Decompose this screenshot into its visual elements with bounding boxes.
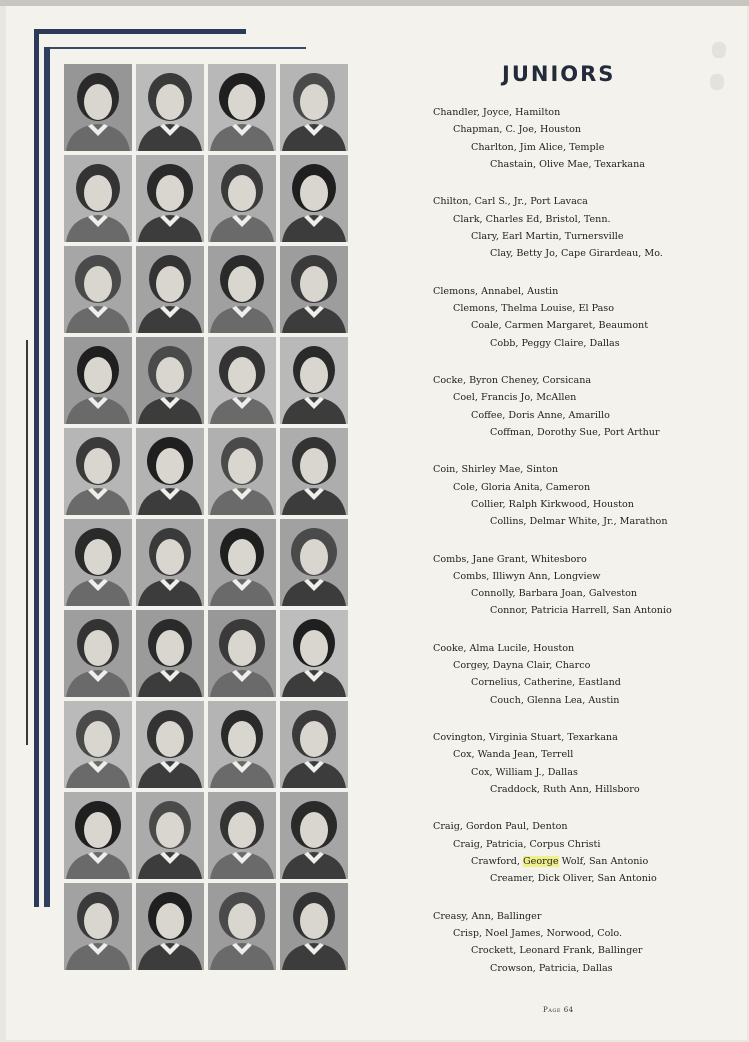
- student-name-entry: Crisp, Noel James, Norwood, Colo.: [453, 928, 623, 939]
- student-name-entry: Chastain, Olive Mae, Texarkana: [490, 158, 646, 170]
- student-name-entry: Cornelius, Catherine, Eastland: [471, 677, 621, 689]
- student-name-entry: Cocke, Byron Cheney, Corsicana: [433, 374, 592, 386]
- student-name-entry: Coel, Francis Jo, McAllen: [453, 392, 577, 404]
- student-name-entry: Cox, Wanda Jean, Terrell: [453, 749, 574, 761]
- student-name-entry: Creamer, Dick Oliver, San Antonio: [490, 873, 657, 885]
- student-name-entry: Clary, Earl Martin, Turnersville: [471, 230, 624, 242]
- student-name-entry: Craig, Gordon Paul, Denton: [433, 821, 568, 833]
- student-name-entry: Cox, William J., Dallas: [471, 766, 578, 778]
- student-name-entry: Craig, Patricia, Corpus Christi: [453, 838, 601, 850]
- student-name-entry: Couch, Glenna Lea, Austin: [490, 694, 620, 706]
- student-name-entry: Clark, Charles Ed, Bristol, Tenn.: [453, 213, 611, 225]
- student-name-entry: Chapman, C. Joe, Houston: [453, 124, 582, 136]
- student-name-entry: Coin, Shirley Mae, Sinton: [433, 464, 559, 476]
- student-name-entry: Craddock, Ruth Ann, Hillsboro: [490, 784, 640, 795]
- student-name-entry: Crockett, Leonard Frank, Ballinger: [471, 945, 643, 957]
- page-number: Page 64: [543, 1006, 574, 1014]
- student-name-entry: Creasy, Ann, Ballinger: [433, 910, 542, 922]
- student-name-entry: Charlton, Jim Alice, Temple: [471, 141, 605, 153]
- highlighted-word: George: [523, 856, 559, 867]
- student-name-entry: Cobb, Peggy Claire, Dallas: [490, 337, 620, 349]
- student-name-entry: Coale, Carmen Margaret, Beaumont: [471, 320, 649, 332]
- student-name-entry: Cole, Gloria Anita, Cameron: [453, 481, 591, 493]
- student-name-entry: Connolly, Barbara Joan, Galveston: [471, 588, 638, 600]
- student-name-entry: Crowson, Patricia, Dallas: [490, 962, 613, 974]
- student-name-entry: Connor, Patricia Harrell, San Antonio: [490, 605, 672, 617]
- student-name-entry: Chandler, Joyce, Hamilton: [433, 107, 561, 118]
- student-name-entry: Collier, Ralph Kirkwood, Houston: [471, 498, 634, 510]
- student-name-entry: Coffman, Dorothy Sue, Port Arthur: [490, 426, 660, 438]
- student-name-entry: Clemons, Annabel, Austin: [433, 285, 559, 297]
- student-name-entry: Clay, Betty Jo, Cape Girardeau, Mo.: [490, 248, 663, 260]
- student-name-entry: Combs, Illiwyn Ann, Longview: [453, 570, 601, 582]
- student-name-entry: Clemons, Thelma Louise, El Paso: [453, 302, 615, 314]
- student-name-entry: Combs, Jane Grant, Whitesboro: [433, 553, 587, 565]
- student-name-entry: Covington, Virginia Stuart, Texarkana: [433, 732, 618, 744]
- student-name-entry: Crawford, George Wolf, San Antonio: [471, 856, 649, 867]
- student-name-entry: Corgey, Dayna Clair, Charco: [453, 660, 591, 672]
- student-name-entry: Chilton, Carl S., Jr., Port Lavaca: [433, 196, 588, 208]
- page-title: JUNIORS: [502, 62, 616, 86]
- student-name-entry: Cooke, Alma Lucile, Houston: [433, 642, 575, 654]
- student-name-entry: Collins, Delmar White, Jr., Marathon: [490, 516, 668, 528]
- student-name-entry: Coffee, Doris Anne, Amarillo: [471, 409, 610, 421]
